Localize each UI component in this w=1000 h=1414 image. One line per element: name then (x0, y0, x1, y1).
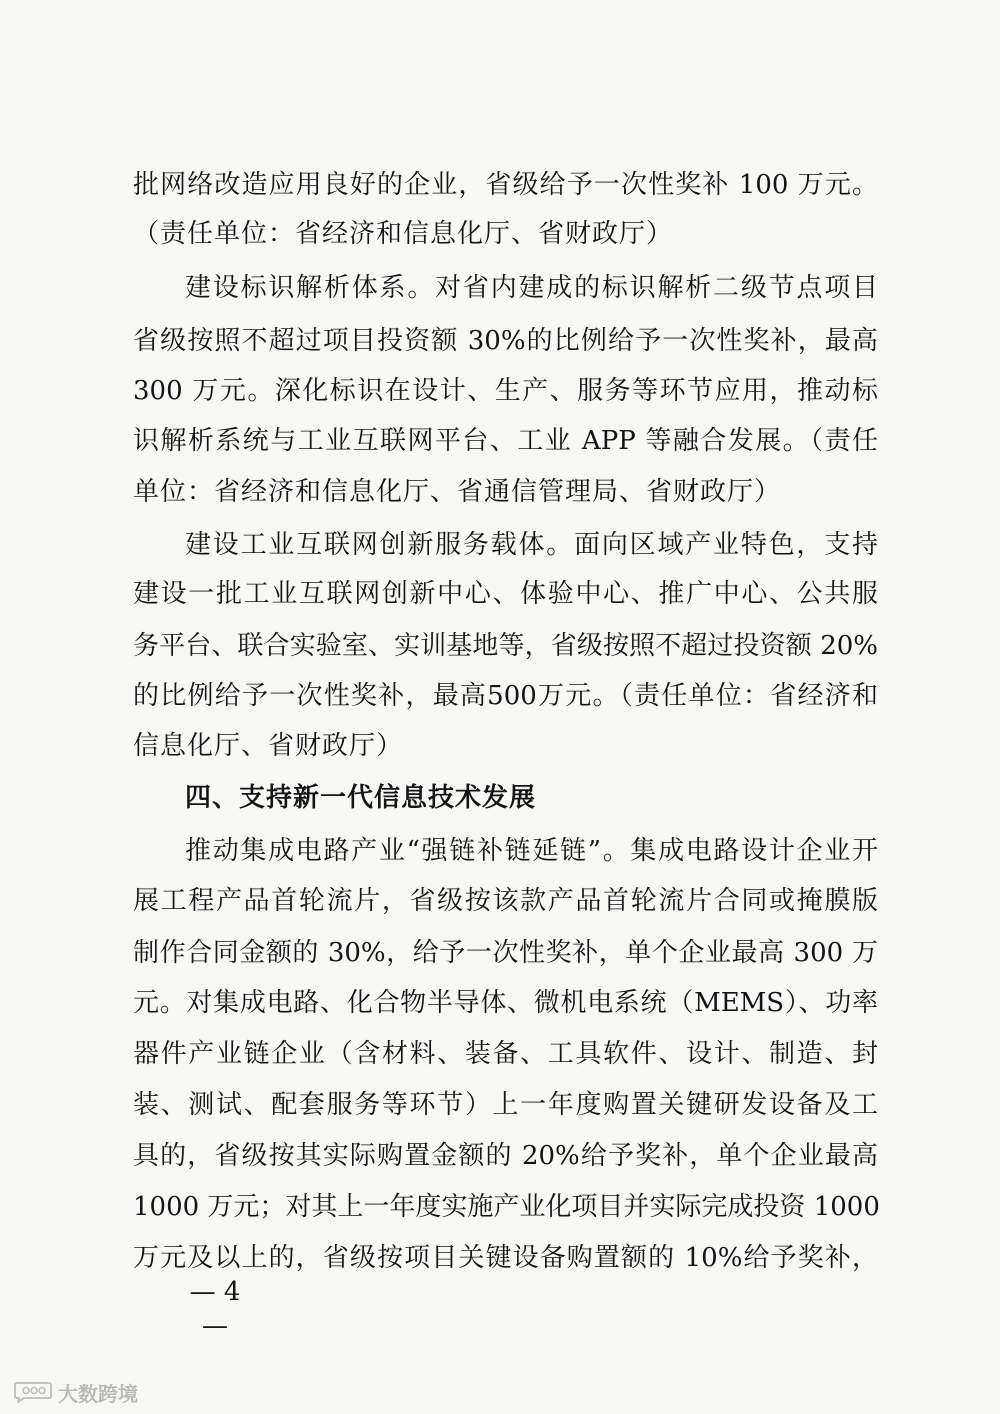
body-line: 的比例给予一次性奖补，最高500万元。（责任单位：省经济和 (133, 681, 878, 711)
body-line: 装、测试、配套服务等环节）上一年度购置关键研发设备及工 (133, 1090, 878, 1120)
body-line: 制作合同金额的 30%，给予一次性奖补，单个企业最高 300 万 (133, 938, 878, 968)
body-line: 省级按照不超过项目投资额 30%的比例给予一次性奖补，最高 (133, 326, 878, 356)
body-line: （责任单位：省经济和信息化厅、省财政厅） (133, 219, 674, 249)
body-line: 器件产业链企业（含材料、装备、工具软件、设计、制造、封 (133, 1039, 878, 1069)
body-line: 建设工业互联网创新服务载体。面向区域产业特色，支持 (185, 530, 878, 560)
body-line: 展工程产品首轮流片，省级按该款产品首轮流片合同或掩膜版 (133, 886, 878, 916)
body-line: 1000 万元；对其上一年度实施产业化项目并实际完成投资 1000 (133, 1192, 880, 1222)
body-line: 信息化厅、省财政厅） (133, 731, 404, 761)
body-line: 识解析系统与工业互联网平台、工业 APP 等融合发展。（责任 (133, 426, 878, 456)
body-line: 万元及以上的，省级按项目关键设备购置额的 10%给予奖补， (133, 1243, 878, 1273)
body-line: 批网络改造应用良好的企业，省级给予一次性奖补 100 万元。 (133, 170, 878, 200)
body-line: 务平台、联合实验室、实训基地等，省级按照不超过投资额 20% (133, 631, 878, 661)
section-heading: 四、支持新一代信息技术发展 (185, 783, 537, 813)
body-line: 300 万元。深化标识在设计、生产、服务等环节应用，推动标 (133, 376, 878, 406)
watermark-text: 大数跨境 (58, 1381, 138, 1406)
speech-bubble-logo-icon (12, 1381, 54, 1403)
page-number: — 4 — (189, 1277, 241, 1341)
body-line: 推动集成电路产业“强链补链延链”。集成电路设计企业开 (185, 836, 878, 866)
body-line: 元。对集成电路、化合物半导体、微机电系统（MEMS）、功率 (133, 988, 878, 1018)
body-line: 具的，省级按其实际购置金额的 20%给予奖补，单个企业最高 (133, 1141, 878, 1171)
body-line: 建设一批工业互联网创新中心、体验中心、推广中心、公共服 (133, 579, 878, 609)
body-line: 单位：省经济和信息化厅、省通信管理局、省财政厅） (133, 477, 782, 507)
watermark (12, 1380, 138, 1404)
body-line: 建设标识解析体系。对省内建成的标识解析二级节点项目 (185, 273, 878, 303)
